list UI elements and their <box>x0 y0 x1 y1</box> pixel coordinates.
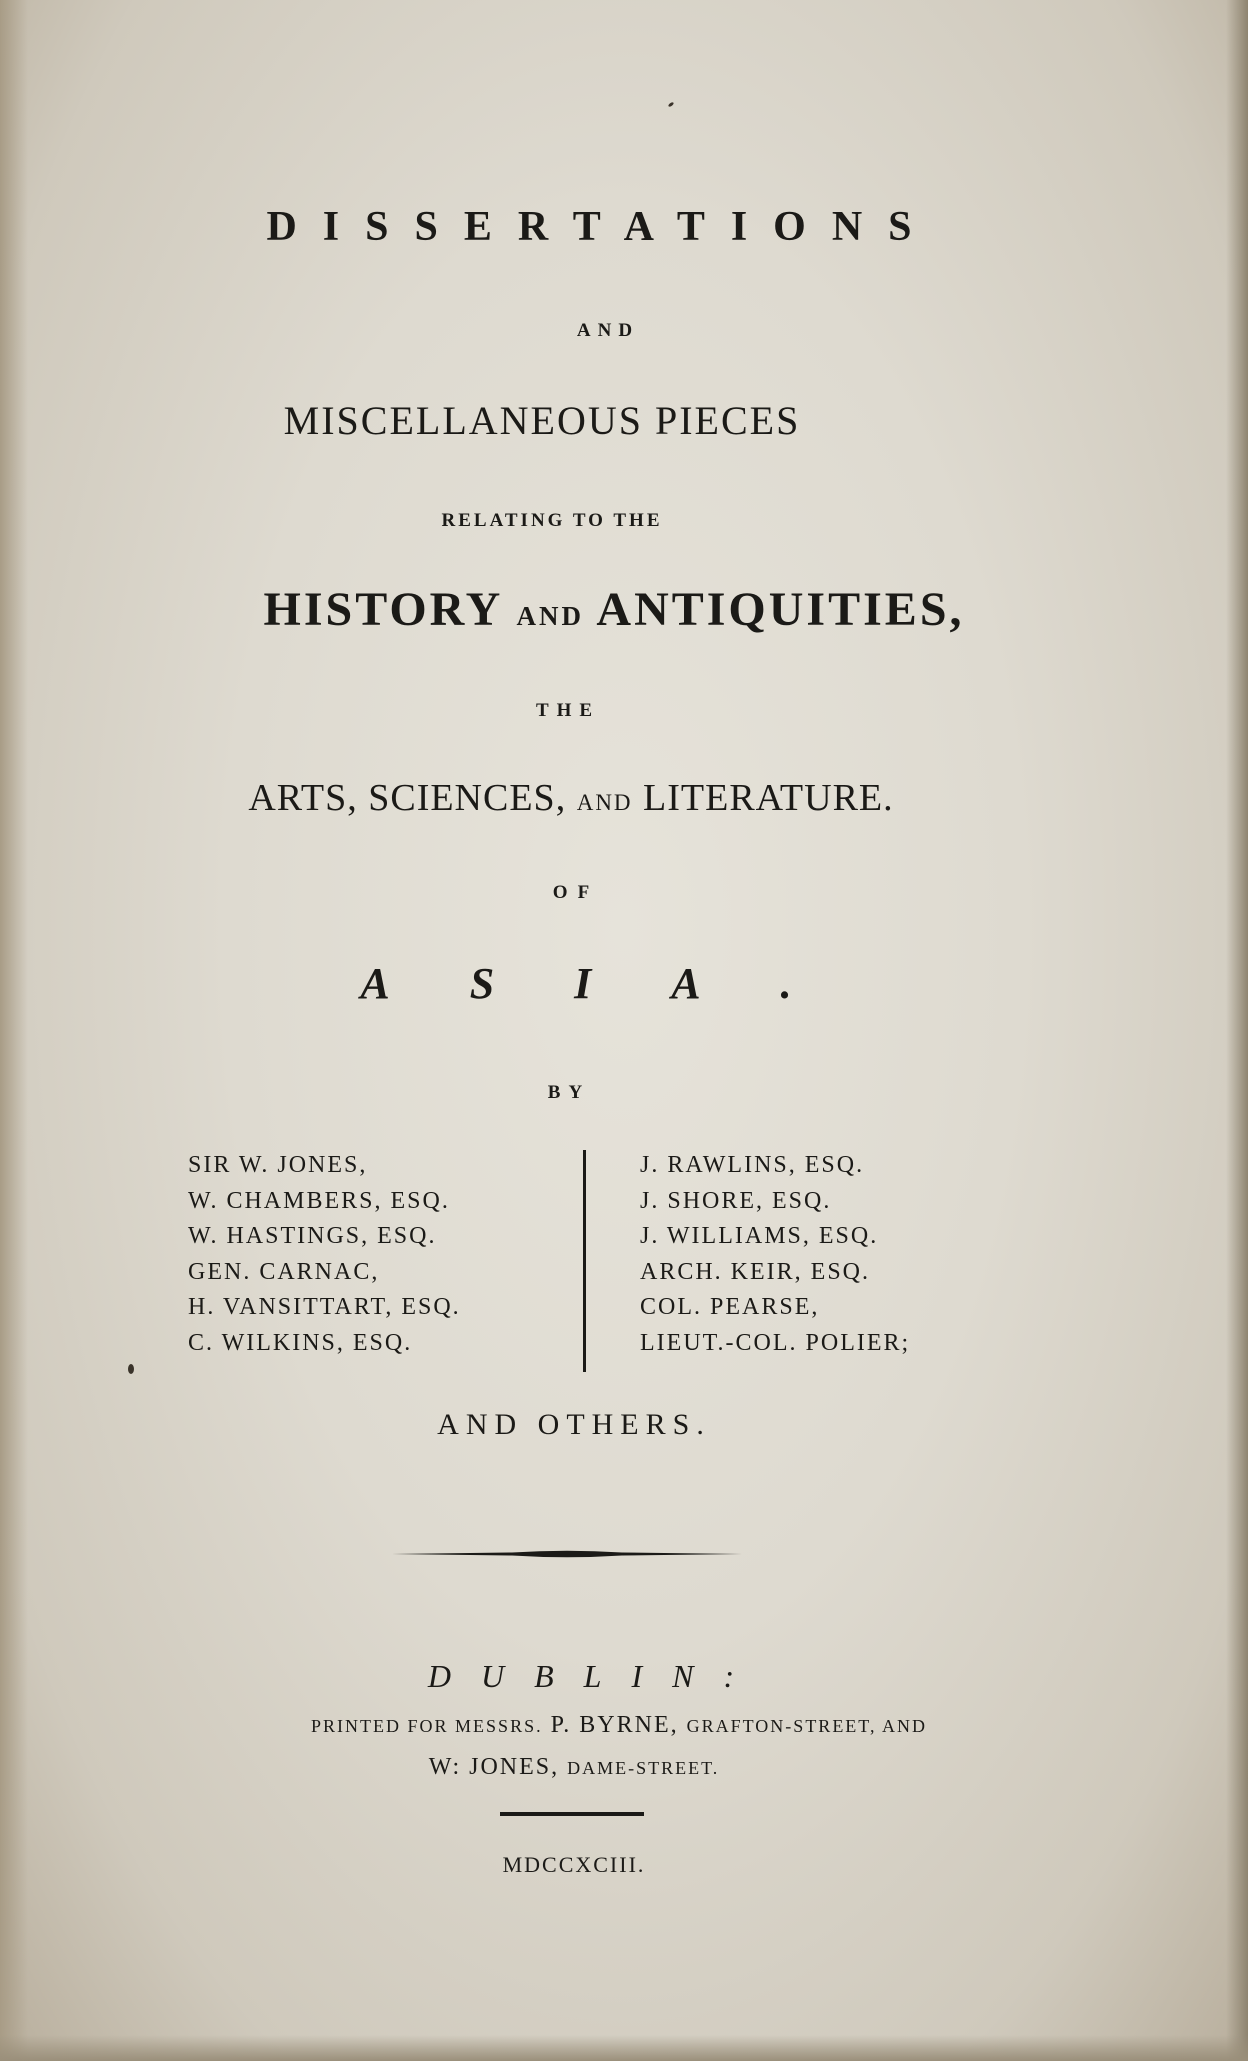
arts-and: AND <box>576 790 633 815</box>
author-name: W. HASTINGS, ESQ. <box>188 1223 437 1249</box>
asia-title: ASIA. <box>360 959 872 1008</box>
author-name: W. CHAMBERS, ESQ. <box>188 1187 450 1214</box>
imprint-line-2 <box>0 1754 1198 1781</box>
subtitle: MISCELLANEOUS PIECES <box>283 398 801 443</box>
antiquities-word: ANTIQUITIES, <box>596 583 965 636</box>
authors-divider <box>583 1150 586 1372</box>
connector-of: OF <box>552 882 600 903</box>
imprint-dame-street: DAME-STREET. <box>567 1758 720 1778</box>
connector-by: BY <box>547 1082 591 1103</box>
literature-word: LITERATURE. <box>643 777 894 819</box>
relating-line: RELATING TO THE <box>441 510 663 531</box>
author-name: J. RAWLINS, ESQ. <box>640 1152 865 1178</box>
imprint-jones: W: JONES, <box>428 1754 560 1780</box>
author-name: J. SHORE, ESQ. <box>640 1187 832 1214</box>
page-edge-right <box>1226 0 1248 2061</box>
short-rule <box>500 1812 644 1816</box>
imprint-city: DUBLIN: <box>427 1658 765 1694</box>
author-name: GEN. CARNAC, <box>188 1258 380 1285</box>
main-title: DISSERTATIONS <box>266 204 938 250</box>
history-word: HISTORY <box>263 583 502 636</box>
imprint-printed-for: PRINTED FOR MESSRS. <box>311 1716 543 1736</box>
author-name: COL. PEARSE, <box>640 1294 820 1320</box>
imprint-line-1 <box>0 1712 1243 1739</box>
author-name: LIEUT.-COL. POLIER; <box>640 1329 911 1356</box>
and-others: AND OTHERS. <box>437 1408 711 1441</box>
connector-the: THE <box>535 700 601 721</box>
authors-right-column <box>640 1148 910 1361</box>
ink-speck <box>668 102 675 108</box>
publication-year: MDCCXCIII. <box>502 1852 646 1877</box>
ornamental-rule <box>392 1546 742 1562</box>
connector-and: AND <box>576 320 640 341</box>
page-edge-bottom <box>0 2035 1248 2061</box>
arts-line <box>0 776 1195 820</box>
author-name: SIR W. JONES, <box>188 1152 368 1178</box>
author-name: H. VANSITTART, ESQ. <box>188 1294 461 1320</box>
history-line <box>0 582 1238 637</box>
imprint-byrne: P. BYRNE, <box>550 1712 679 1738</box>
authors-left-column <box>188 1148 461 1361</box>
ink-speck <box>128 1364 134 1374</box>
page-edge-left <box>0 0 28 2061</box>
author-name: ARCH. KEIR, ESQ. <box>640 1258 871 1285</box>
imprint-grafton: GRAFTON-STREET, AND <box>686 1716 927 1736</box>
arts-sciences: ARTS, SCIENCES, <box>248 777 567 819</box>
history-and: AND <box>516 601 585 631</box>
author-name: J. WILLIAMS, ESQ. <box>640 1223 879 1249</box>
author-name: C. WILKINS, ESQ. <box>188 1329 413 1356</box>
